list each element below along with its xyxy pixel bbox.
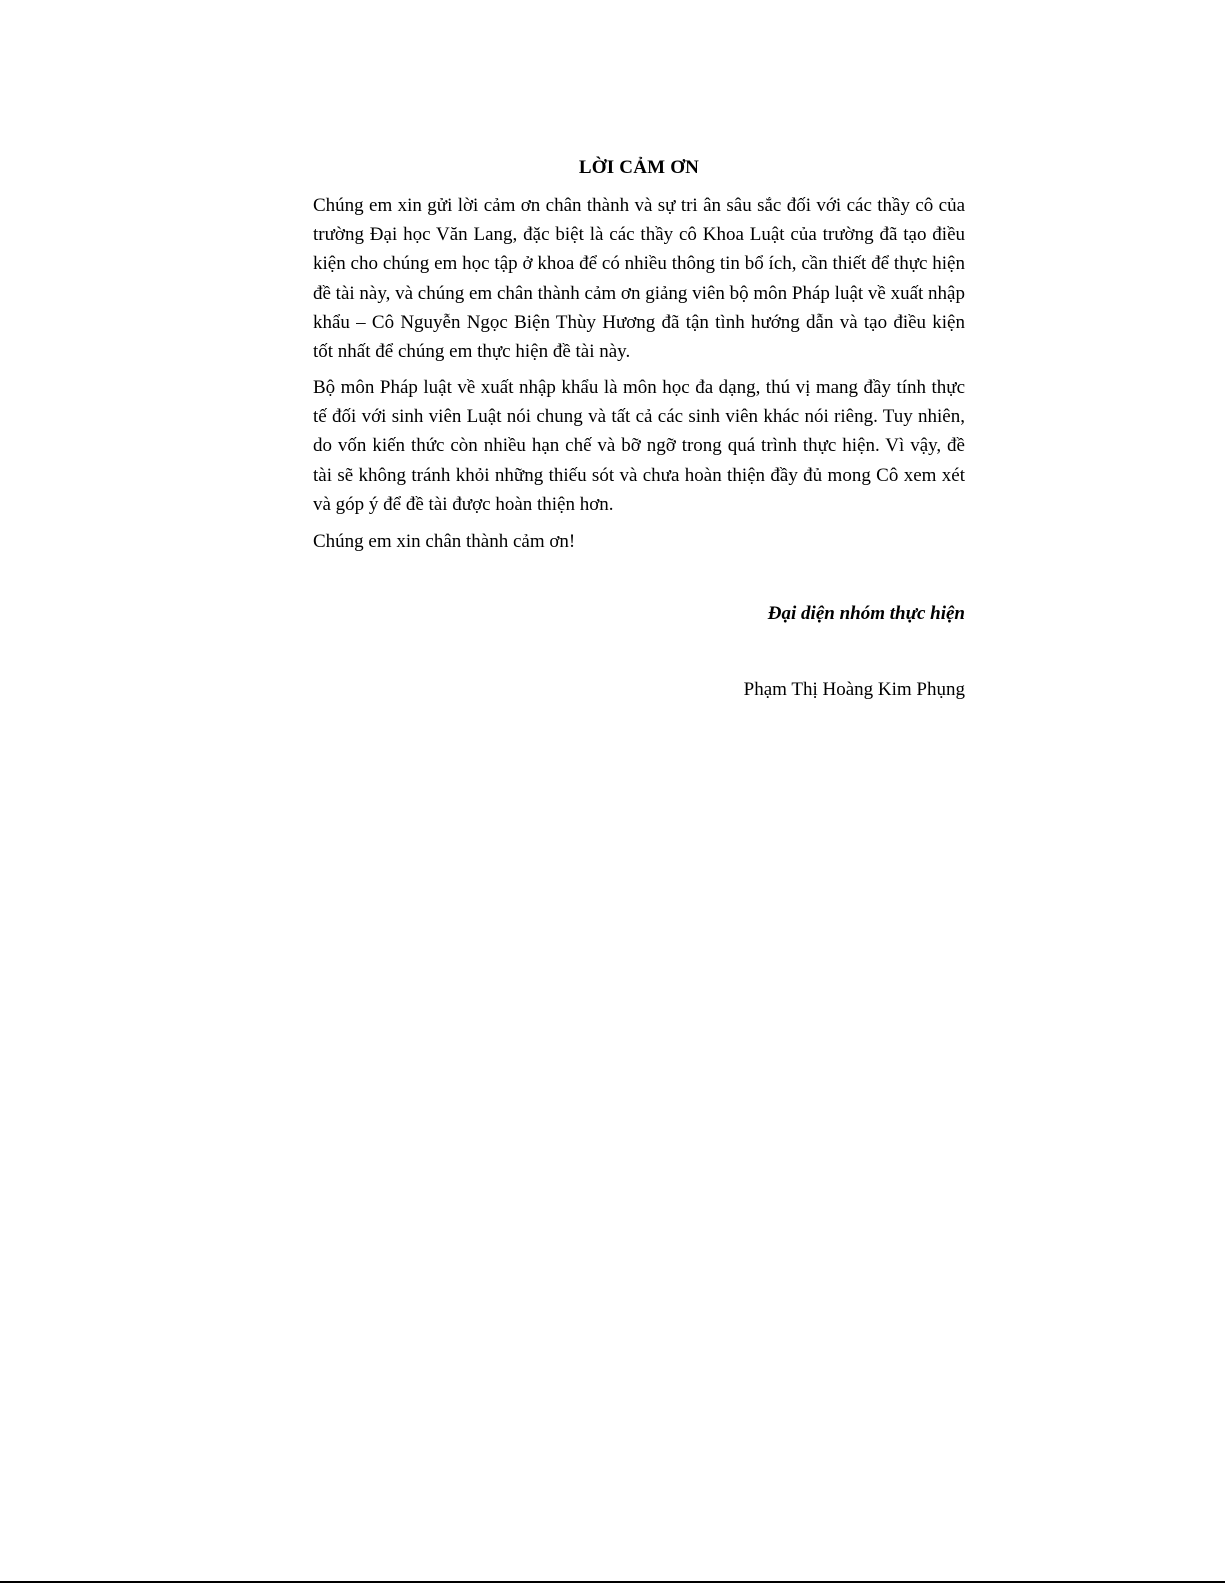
- paragraph-course-note: Bộ môn Pháp luật về xuất nhập khẩu là môn học đa dạng, thú vị mang đầy tính thực tế đối với sinh viên Luật nói chung và tất cả các sinh viên khác nói riêng. Tuy nhiên, do vốn kiến thức còn nhiều hạn chế và bỡ ngỡ trong quá trình thực hiện. Vì vậy, đề tài sẽ không tránh khỏi những thiếu sót và chưa hoàn thiện đầy đủ mong Cô xem xét và góp ý để đề tài được hoàn thiện hơn.: [313, 377, 965, 515]
- signature-name: Phạm Thị Hoàng Kim Phụng: [743, 679, 965, 700]
- paragraph-acknowledgement: Chúng em xin gửi lời cảm ơn chân thành và sự tri ân sâu sắc đối với các thầy cô của trường Đại học Văn Lang, đặc biệt là các thầy cô Khoa Luật của trường đã tạo điều kiện cho chúng em học tập ở khoa để có nhiều thông tin bổ ích, cần thiết để thực hiện đề tài này, và chúng em chân thành cảm ơn giảng viên bộ môn Pháp luật về xuất nhập khẩu – Cô Nguyễn Ngọc Biện Thùy Hương đã tận tình hướng dẫn và tạo điều kiện tốt nhất để chúng em thực hiện đề tài này.: [313, 195, 965, 363]
- bottom-divider: [0, 1581, 1225, 1583]
- signature-role: Đại diện nhóm thực hiện: [767, 603, 965, 624]
- paragraph-thanks: Chúng em xin chân thành cảm ơn!: [313, 531, 576, 552]
- page-title: LỜI CẢM ƠN: [578, 157, 700, 178]
